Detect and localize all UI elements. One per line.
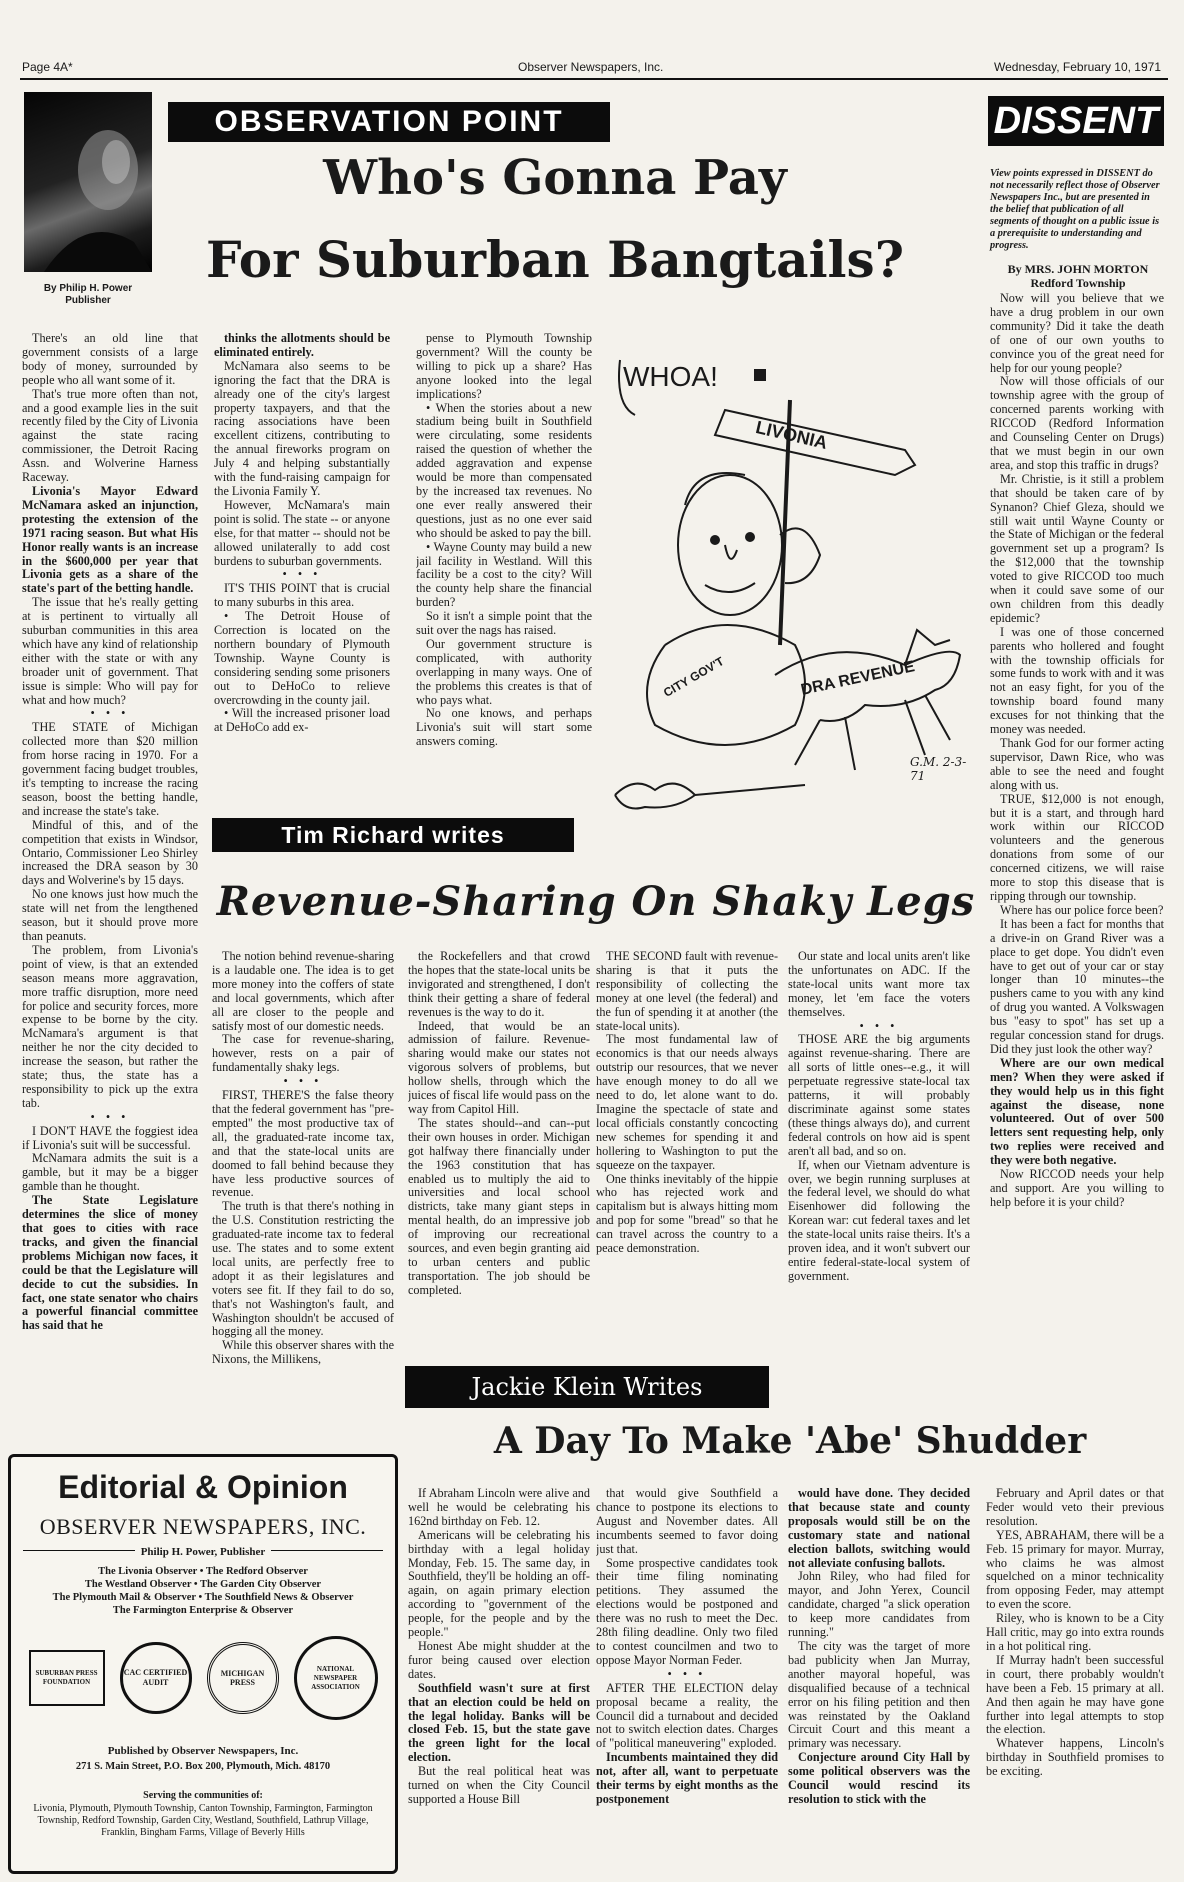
paragraph: The notion behind revenue-sharing is a laudable one. The idea is to get more money into the coffers of state and local governments, which after all are closer to the people and satisfy most of our domestic needs. <box>212 950 394 1033</box>
paper-line: The Livonia Observer • The Redford Observer <box>98 1566 308 1577</box>
observation-col-3 <box>416 332 592 802</box>
paragraph: • • • <box>90 706 130 721</box>
paper-line: The Plymouth Mail & Observer • The Southfield News & Observer <box>52 1592 354 1603</box>
paragraph: Our state and local units aren't like the unfortunates on ADC. If the state-local units want more tax money, let 'em face the voters themselves. <box>788 950 970 1019</box>
paragraph: YES, ABRAHAM, there will be a Feb. 15 primary for mayor. Murray, who claims he was almost squelched on a minor technicality from opposing Feder, may attempt to even the score. <box>986 1527 1164 1612</box>
headline-line-2: For Suburban Bangtails? <box>206 230 904 289</box>
paragraph: Americans will be celebrating his birthday with a legal holiday Monday, Feb. 15. The same day, in Southfield, they'll be holding an off-again, on again primary election according to "government of the people, for the people and by the people." <box>408 1527 590 1640</box>
paragraph: There's an old line that government consists of a large body of money, surrounded by people who all want some of it. <box>22 332 198 387</box>
dissent-banner: DISSENT <box>988 96 1164 146</box>
paper-line: The Farmington Enterprise & Observer <box>112 1605 294 1616</box>
paragraph: Our government structure is complicated, with authority overlapping in many ways. One of the problems this creates is that of who pays what. <box>416 636 592 707</box>
paragraph: Southfield wasn't sure at first that an election could be held on the legal holiday. Banks will be closed Feb. 15, but the state gave the green light for the local election. <box>408 1680 590 1765</box>
jackie-klein-banner: Jackie Klein Writes <box>405 1366 769 1408</box>
paragraph: That's true more often than not, and a good example lies in the suit recently filed by the City of Livonia against the state racing commissioner, the Detroit Racing Assn. and Wolverine Harness Raceway. <box>22 386 198 485</box>
paragraph: McNamara admits the suit is a gamble, but it may be a bigger gamble than he thought. <box>22 1151 198 1194</box>
association-badges <box>21 1633 385 1723</box>
paragraph: TRUE, $12,000 is not enough, but it is a start, and through hard work within our RICCOD volunteers and the generous donations from some of our concerned citizens, we will raise more to stop this disease that is ripping through our township. <box>990 791 1164 903</box>
cartoon-sign-label: LIVONIA <box>753 417 830 453</box>
abe-headline: A Day To Make 'Abe' Shudder <box>493 1420 1087 1462</box>
paragraph: Now will you believe that we have a drug problem in our own community? Did it take the death of one of our own youths to convince you of the great need for help for our young people? <box>990 292 1164 375</box>
masthead-title: Editorial & Opinion <box>58 1469 348 1505</box>
cartoon-signature: G.M. 2-3-71 <box>910 755 967 783</box>
paragraph: The most fundamental law of economics is that our needs always outstrip our resources, that we never have enough money to do all we need to do, let alone want to do. Imagine the spectacle of state and local officials constantly concocting new schemes for spending it and hollering to Washington to put the squeeze on the taxpayer. <box>596 1032 778 1172</box>
cartoon-head <box>678 475 782 615</box>
paragraph: February and April dates or that Feder would veto their previous resolution. <box>986 1487 1164 1528</box>
dissent-disclaimer: View points expressed in DISSENT do not necessarily reflect those of Observer Newspapers Inc., but are presented in the belief that publication of all segments of thought on a public issue is a prerequisite to understanding and progress. <box>990 168 1160 251</box>
paragraph: Incumbents maintained they did not, after all, want to perpetuate their terms by eight months as the postponement <box>596 1750 778 1806</box>
jackie-col-3 <box>788 1487 970 1882</box>
paragraph: McNamara also seems to be ignoring the fact that the DRA is already one of the city's largest property taxpayers, and that the racing associations have been excellent citizens, contributing to the annual fireworks program on July 4 and helping substantially with the fund-raising campaign for the Livonia Family Y. <box>214 358 390 498</box>
masthead-address: 271 S. Main Street, P.O. Box 200, Plymouth, Mich. 48170 <box>75 1761 331 1772</box>
paragraph: • • • <box>859 1018 899 1033</box>
paragraph: While this observer shares with the Nixons, the Millikens, <box>212 1338 394 1367</box>
jackie-col-1 <box>408 1487 590 1882</box>
masthead-paper: OBSERVER NEWSPAPERS, INC. <box>39 1514 367 1539</box>
paragraph: The State Legislature determines the slice of money that goes to cities with race tracks, and given the financial problems Michigan now faces, it could be that the Legislature will decide to cut the subsidies. In fact, one state senator who chairs a powerful financial committee has said that he <box>22 1193 198 1333</box>
observation-col-2 <box>214 332 390 802</box>
observation-col-1 <box>22 332 198 1430</box>
masthead-published-by: Published by Observer Newspapers, Inc. <box>107 1745 299 1757</box>
paragraph: Thank God for our former acting supervisor, Dawn Rice, who was able to see the need and fought along with us. <box>990 736 1164 792</box>
paragraph: Where has our police force been? <box>1000 902 1164 917</box>
paragraph: • • • <box>282 567 322 582</box>
paragraph: I DON'T HAVE the foggiest idea if Livonia's suit will be successful. <box>22 1123 198 1152</box>
paragraph: No one knows just how much the state will net from the lengthened season, but it should prove more than peanuts. <box>22 887 198 943</box>
tim-col-1 <box>212 950 394 1380</box>
paragraph: If, when our Vietnam adventure is over, we begin running surpluses at the federal level, we should do what Eisenhower did following the Korean war: cut federal taxes and let the state-local units raise theirs. It's a proven idea, and it won't subvert our entire federal-state-local system of government. <box>788 1157 970 1283</box>
tim-col-4 <box>788 950 970 1380</box>
cac-badge: CAC CERTIFIED AUDIT <box>120 1642 192 1714</box>
editorial-masthead <box>8 1454 398 1874</box>
revenue-headline: Revenue-Sharing On Shaky Legs <box>216 878 976 925</box>
dust-cloud <box>615 784 695 809</box>
paragraph: If Murray hadn't been successful in court, there probably wouldn't have been a Feb. 15 primary at all. And then again he may have gone further into legal attempts to stop the election. <box>986 1652 1164 1737</box>
paragraph: pense to Plymouth Township government? Will the county be willing to pick up a share? Has anyone looked into the legal implications? <box>416 332 592 401</box>
paragraph: The states should--and can--put their own houses in order. Michigan got halfway there financially under the 1963 constitution that has enabled us to multiply the aid to universities and local school districts, take many giant steps in mental health, do an impressive job of improving our recreational sources, and even begin granting aid to urban centers and public transportation. The job should be completed. <box>408 1115 590 1297</box>
dissent-byline <box>990 262 1166 290</box>
paragraph: Whatever happens, Lincoln's birthday in Southfield promises to be exciting. <box>986 1736 1164 1779</box>
paragraph: • • • <box>90 1109 130 1124</box>
header-rule <box>20 78 1168 80</box>
paragraph: • Will the increased prisoner load at DeHoCo add ex- <box>214 706 390 735</box>
cartoon-speech: WHOA! <box>623 361 718 392</box>
observation-point-banner: OBSERVATION POINT <box>168 102 610 142</box>
paragraph: • • • <box>283 1074 323 1089</box>
author-byline <box>32 283 144 307</box>
jackie-col-4 <box>986 1487 1164 1882</box>
editorial-cartoon <box>605 345 975 815</box>
paragraph: But the real political heat was turned on when the City Council supported a House Bill <box>408 1764 590 1806</box>
publisher-header: Observer Newspapers, Inc. <box>518 60 664 74</box>
cartoon-horse-label: DRA REVENUE <box>799 658 917 699</box>
paragraph: • When the stories about a new stadium being built in Southfield were circulating, some residents raised the question of whether the added aggravation and expense would be more than compensated by the increased tax revenues. No one ever really answered their questions, just as no one ever said who should be asked to pay the bill. <box>416 400 592 540</box>
paragraph: The city was the target of more bad publicity when Jan Murray, another mayoral hopeful, was disqualified because of a technical error on his filing petition and then was reinstated by the Oakland Circuit Court and this meant a primary was necessary. <box>788 1638 970 1751</box>
paragraph: • • • <box>667 1666 707 1681</box>
paragraph: John Riley, who had filed for mayor, and John Yerex, Council candidate, charged "a slick operation to keep more candidates from running." <box>788 1569 970 1640</box>
paragraph: AFTER THE ELECTION delay proposal became a reality, the Council did a turnabout and decided not to switch election dates. Charges of "political maneuvering" exploded. <box>596 1680 778 1751</box>
cartoon-hat-label: CITY GOV'T <box>661 654 727 700</box>
byline-title: Publisher <box>65 295 111 306</box>
paragraph: So it isn't a simple point that the suit over the nags has raised. <box>416 609 592 638</box>
paragraph: Livonia's Mayor Edward McNamara asked an injunction, protesting the extension of the 1971 racing season. But what His Honor really wants is an increase in the $600,000 per year that Livonia gets as a share of the state's part of the betting handle. <box>22 483 198 596</box>
author-photo <box>24 92 152 272</box>
paragraph: Now will those officials of our township agree with the group of concerned parents working with RICCOD (Redford Information and Counseling Center on Drugs) that we must begin in our own area, and stop this traffic in drugs? <box>990 374 1164 472</box>
paragraph: Honest Abe might shudder at the furor being caused over election dates. <box>408 1638 590 1681</box>
paragraph: I was one of those concerned parents who hollered and fought with the township officials for some funds to work with and it was not an easy fight, for you of the township board found many excuses for not thinking that the money was needed. <box>990 624 1164 737</box>
dissent-byline-name: By MRS. JOHN MORTON <box>1007 262 1149 276</box>
paragraph: No one knows, and perhaps Livonia's suit will start some answers coming. <box>416 706 592 749</box>
dissent-body <box>990 292 1164 1382</box>
paragraph: FIRST, THERE'S the false theory that the federal government has "pre-empted" the most productive tax of all, the graduated-rate income tax, and that the state-local units are doomed to fall behind because they have less productive sources of revenue. <box>212 1088 394 1200</box>
masthead-serving: Serving the communities of: <box>143 1790 263 1801</box>
tim-col-2 <box>408 950 590 1380</box>
paragraph: Indeed, that would be an admission of failure. Revenue-sharing would make our states not vigorous solvers of problems, but hollow shells, through which the juices of fiscal life would pass on the way from Capitol Hill. <box>408 1018 590 1116</box>
paragraph: THOSE ARE the big arguments against revenue-sharing. There are all sorts of little ones--e.g., it will perpetuate regressive state-local tax patterns, it will probably discriminate against some states (these things always do), and current federal controls on how aid is spent aren't all bad, and so on. <box>788 1032 970 1158</box>
paragraph: would have done. They decided that because state and county proposals would still be on the customary state and national election ballots, switching would not alleviate confusing ballots. <box>788 1487 970 1570</box>
paragraph: Where are our own medical men? When they were asked if they would help us in this fight against the disease, none volunteered. Out of over 500 letters sent requesting help, only two replies were received and they were both negative. <box>990 1055 1164 1168</box>
paragraph: If Abraham Lincoln were alive and well he would be celebrating his 162nd birthday on Feb. 12. <box>408 1487 590 1528</box>
paragraph: IT'S THIS POINT that is crucial to many suburbs in this area. <box>214 581 390 610</box>
paragraph: THE STATE of Michigan collected more than $20 million from horse racing in 1970. For a government facing budget troubles, it's tempting to increase the racing season, boost the betting handle, and increase the state's take. <box>22 720 198 818</box>
dissent-byline-sub: Redford Township <box>1030 276 1126 290</box>
paragraph: The truth is that there's nothing in the U.S. Constitution restricting the graduated-rate income tax to federal use. The states and to some extent local units, are perfectly free to adopt it as their legislatures and voters see fit. If they fail to do so, that's not Washington's fault, and Washington shouldn't be accused of hogging all the money. <box>212 1199 394 1339</box>
jackie-col-2 <box>596 1487 778 1882</box>
paragraph: One thinks inevitably of the hippie who has rejected work and capitalism but is always hitting mom and pop for some "bread" so that he can travel across the country to a peace demonstration. <box>596 1171 778 1256</box>
tim-richard-banner: Tim Richard writes <box>212 818 574 852</box>
paragraph: Conjecture around City Hall by some political observers was the Council would rescind its resolution to stick with the <box>788 1750 970 1806</box>
paragraph: • Wayne County may build a new jail facility in Westland. Will this facility be a cost to the city? Will the county help share the financial burden? <box>416 539 592 610</box>
date-header: Wednesday, February 10, 1971 <box>994 60 1161 74</box>
paragraph: Some prospective candidates took their time filing nominating petitions. They assumed the elections would be postponed and there was no rush to meet the Dec. 28th filing deadline. Only two filed to contest councilmen and two to oppose Mayor Norman Feder. <box>596 1555 778 1667</box>
suburban-press-badge: SUBURBAN PRESS FOUNDATION <box>29 1650 105 1706</box>
page-number: Page 4A* <box>22 60 73 74</box>
masthead-communities: Livonia, Plymouth, Plymouth Township, Canton Township, Farmington, Farmington Township, Redford Township, Garden City, Westland, Southfield, Lathrup Village, Franklin, Bingham Farms, Village of Beverly Hills <box>33 1803 373 1838</box>
paragraph: The case for revenue-sharing, however, rests on a pair of fundamentally shaky legs. <box>212 1032 394 1075</box>
masthead-publisher: Philip H. Power, Publisher <box>135 1546 272 1558</box>
michigan-press-badge: MICHIGAN PRESS <box>207 1642 279 1714</box>
paragraph: The problem, from Livonia's point of view, is that an extended season means more aggravation, more traffic disruption, more need for police and security forces, more expense to be borne by the city. McNamara's argument is that neither he nor the city decided to increase the season, but rather the state; thus, the state has a responsibility to pick up the extra tab. <box>22 942 198 1110</box>
byline-name: By Philip H. Power <box>43 283 133 294</box>
paragraph: The issue that he's really getting at is pertinent to virtually all suburban communities in this area which have any kind of relationship either with the state or with any broader unit of government. That issue is simple: Who will pay for what and how much? <box>22 595 198 707</box>
portrait-silhouette <box>24 92 152 272</box>
paper-line: The Westland Observer • The Garden City Observer <box>84 1579 322 1590</box>
masthead-paper-list <box>11 1565 395 1617</box>
cartoon-drawing <box>605 345 975 815</box>
paragraph: thinks the allotments should be eliminated entirely. <box>214 332 390 359</box>
tim-col-3 <box>596 950 778 1380</box>
paragraph: Mindful of this, and of the competition that exists in Windsor, Ontario, Commissioner Leo Shirley increased the DRA season by 30 days and Wolverine's by 15 days. <box>22 817 198 888</box>
headline-line-1: Who's Gonna Pay <box>323 150 787 206</box>
paragraph: Mr. Christie, is it still a problem that should be taken care of by Synanon? Chief Gleza, should we still wait until Wayne County or the State of Michigan or the federal government set up a program? Is the $12,000 that the township voted to give RICCOD too much when it could save some of our own children from this deadly epidemic? <box>990 471 1164 625</box>
paragraph: THE SECOND fault with revenue-sharing is that it puts the responsibility of collecting the money at one level (the federal) and the fun of spending it at another (the state-local units). <box>596 950 778 1033</box>
paragraph: that would give Southfield a chance to postpone its elections to August and November dates. All incumbents seemed to favor doing just that. <box>596 1487 778 1556</box>
national-newspaper-badge: NATIONAL NEWSPAPER ASSOCIATION <box>294 1636 378 1720</box>
paragraph: the Rockefellers and that crowd the hopes that the state-local units be invigorated and strengthened, I don't think their getting a share of federal revenues is the way to do it. <box>408 950 590 1019</box>
paragraph: However, McNamara's main point is solid. The state -- or anyone else, for that matter -- should not be allowed unilaterally to add cost burdens to suburban governments. <box>214 497 390 568</box>
paragraph: Riley, who is known to be a City Hall critic, may go into extra rounds in a hot political ring. <box>986 1611 1164 1653</box>
paragraph: • The Detroit House of Correction is located on the northern boundary of Plymouth Township. Wayne County is considering sending some prisoners out to DeHoCo to relieve overcrowding in the county jail. <box>214 609 390 707</box>
paragraph: It has been a fact for months that a drive-in on Grand River was a place to get dope. You didn't even have to get out of your car or stay longer than 10 minutes--the pushers came to you with any kind of drug you wanted. A Volkswagen bus "easy to spot" has set up a regular concession stand for drugs. Did they just look the other way? <box>990 916 1164 1056</box>
paragraph: Now RICCOD needs your help and support. Are you willing to help before it is your child? <box>990 1167 1164 1209</box>
